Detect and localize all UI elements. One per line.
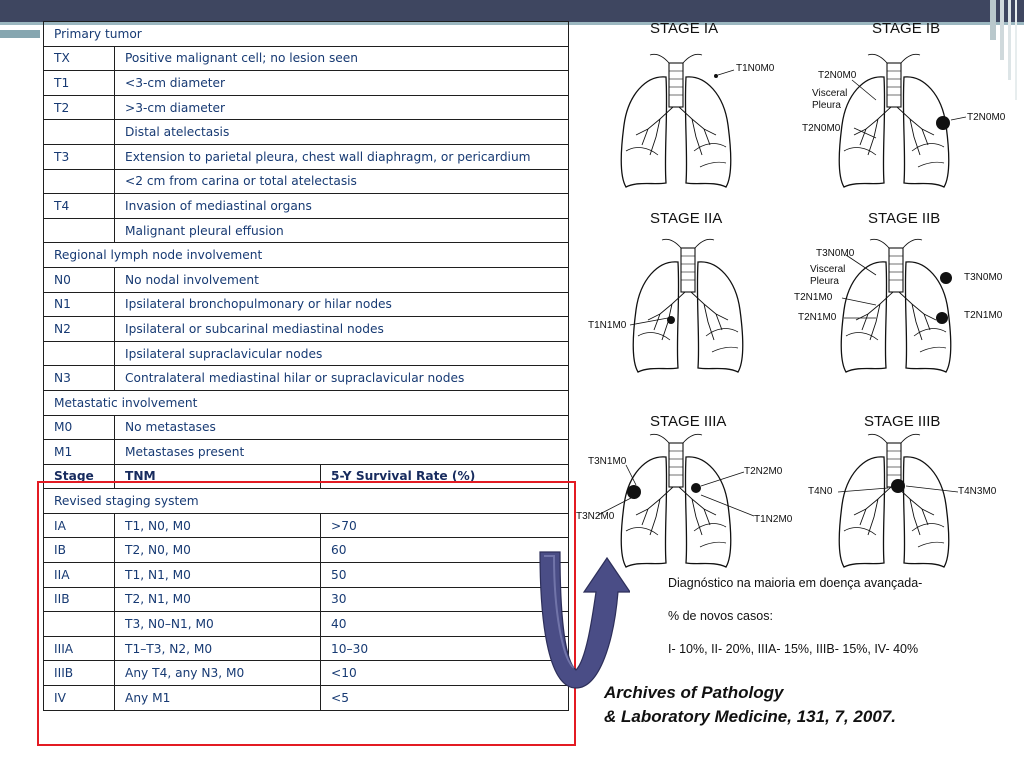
survival-cell: >70 (321, 513, 569, 538)
tnm-cell: Any M1 (115, 686, 321, 711)
description-cell: Distal atelectasis (115, 120, 569, 145)
table-row (44, 267, 569, 292)
citation-line-1: Archives of Pathology (604, 683, 784, 702)
note-line-3: I- 10%, II- 20%, IIIA- 15%, IIIB- 15%, IV- 40% (668, 642, 919, 656)
code-cell: T1 (44, 71, 115, 96)
stage-iiia-label: T2N2M0 (744, 466, 783, 477)
survival-cell: 50 (321, 563, 569, 588)
table-row (44, 218, 569, 243)
table-row (44, 390, 569, 415)
description-cell: >3-cm diameter (115, 95, 569, 120)
stage-iib-label: T2N1M0 (798, 312, 837, 323)
code-cell (44, 341, 115, 366)
stage-header: Stage (44, 464, 115, 489)
description-cell: Malignant pleural effusion (115, 218, 569, 243)
description-cell: Positive malignant cell; no lesion seen (115, 46, 569, 71)
code-cell (44, 169, 115, 194)
stage-iib-label: T2N1M0 (794, 292, 833, 303)
table-row (44, 71, 569, 96)
tnm-header: TNM (115, 464, 321, 489)
stage-iiib-title: STAGE IIIB (864, 413, 941, 430)
tnm-cell: Any T4, any N3, M0 (115, 661, 321, 686)
note-line-2: % de novos casos: (668, 609, 773, 623)
stage-iiib-label: T4N3M0 (958, 486, 997, 497)
stage-iib-title: STAGE IIB (868, 210, 941, 227)
stage-ib-label: Visceral (812, 88, 848, 99)
stage-cell: IIIA (44, 636, 115, 661)
table-row (44, 440, 569, 465)
stage-iia-label: T1N1M0 (588, 320, 627, 331)
stage-cell: IB (44, 538, 115, 563)
stage-cell: IIB (44, 587, 115, 612)
tnm-cell: T2, N0, M0 (115, 538, 321, 563)
stage-iiia-label: T1N2M0 (754, 514, 793, 525)
section-header: Revised staging system (44, 489, 569, 514)
section-header: Regional lymph node involvement (44, 243, 569, 268)
table-row (44, 144, 569, 169)
table-row (44, 366, 569, 391)
survival-cell: 40 (321, 612, 569, 637)
description-cell: Contralateral mediastinal hilar or supraclavicular nodes (115, 366, 569, 391)
stage-ib-label: T2N0M0 (818, 70, 857, 81)
code-cell: N1 (44, 292, 115, 317)
stage-iib-label: T3N0M0 (816, 248, 855, 259)
code-cell: T3 (44, 144, 115, 169)
top-bar (0, 0, 1024, 22)
note-line-1: Diagnóstico na maioria em doença avançada- (668, 576, 923, 590)
survival-cell: 10–30 (321, 636, 569, 661)
description-cell: Ipsilateral bronchopulmonary or hilar nodes (115, 292, 569, 317)
code-cell: T4 (44, 194, 115, 219)
stage-iib-label: T3N0M0 (964, 272, 1003, 283)
stage-cell: IV (44, 686, 115, 711)
stage-cell: IA (44, 513, 115, 538)
code-cell: T2 (44, 95, 115, 120)
stage-ib-label: T2N0M0 (802, 123, 841, 134)
description-cell: Extension to parietal pleura, chest wall diaphragm, or pericardium (115, 144, 569, 169)
tnm-cell: T1–T3, N2, M0 (115, 636, 321, 661)
code-cell (44, 218, 115, 243)
code-cell: TX (44, 46, 115, 71)
lung-staging-figure (576, 20, 1010, 572)
description-cell: Ipsilateral or subcarinal mediastinal nodes (115, 317, 569, 342)
table-row (44, 120, 569, 145)
tnm-cell: T2, N1, M0 (115, 587, 321, 612)
code-cell (44, 120, 115, 145)
code-cell: N2 (44, 317, 115, 342)
section-header: Metastatic involvement (44, 390, 569, 415)
table-row (44, 415, 569, 440)
table-row (44, 194, 569, 219)
stage-cell: IIIB (44, 661, 115, 686)
table-row (44, 341, 569, 366)
section-header: Primary tumor (44, 22, 569, 47)
stage-ib-label: Pleura (812, 100, 841, 111)
code-cell: N0 (44, 267, 115, 292)
table-row (44, 169, 569, 194)
stage-iia-title: STAGE IIA (650, 210, 723, 227)
tnm-cell: T1, N0, M0 (115, 513, 321, 538)
stage-iiia-label: T3N2M0 (576, 511, 615, 522)
table-row (44, 46, 569, 71)
description-cell: No metastases (115, 415, 569, 440)
description-cell: Ipsilateral supraclavicular nodes (115, 341, 569, 366)
stage-iiia-label: T3N1M0 (588, 456, 627, 467)
description-cell: No nodal involvement (115, 267, 569, 292)
survival-cell: <10 (321, 661, 569, 686)
survival-header: 5-Y Survival Rate (%) (321, 464, 569, 489)
stage-ib-title: STAGE IB (872, 20, 941, 37)
survival-cell: 60 (321, 538, 569, 563)
stage-iiib-label: T4N0 (808, 486, 833, 497)
stage-ia-label: T1N0M0 (736, 63, 775, 74)
description-cell: <2 cm from carina or total atelectasis (115, 169, 569, 194)
description-cell: <3-cm diameter (115, 71, 569, 96)
table-row (44, 243, 569, 268)
description-cell: Metastases present (115, 440, 569, 465)
code-cell: M1 (44, 440, 115, 465)
description-cell: Invasion of mediastinal organs (115, 194, 569, 219)
stage-iib-label: Visceral (810, 264, 846, 275)
lung-diagrams (576, 20, 1010, 572)
tnm-cell: T1, N1, M0 (115, 563, 321, 588)
stage-cell: IIA (44, 563, 115, 588)
tnm-cell: T3, N0–N1, M0 (115, 612, 321, 637)
survival-highlight-box (37, 481, 576, 746)
decor-bar-left (0, 30, 40, 38)
survival-cell: <5 (321, 686, 569, 711)
survival-cell: 30 (321, 587, 569, 612)
stage-iib-label: Pleura (810, 276, 839, 287)
stage-iiia-title: STAGE IIIA (650, 413, 727, 430)
citation-line-2: & Laboratory Medicine, 131, 7, 2007. (604, 707, 896, 726)
stage-iib-label: T2N1M0 (964, 310, 1003, 321)
stage-ia-title: STAGE IA (650, 20, 719, 37)
table-row (44, 95, 569, 120)
table-row (44, 317, 569, 342)
code-cell: N3 (44, 366, 115, 391)
table-row (44, 292, 569, 317)
code-cell: M0 (44, 415, 115, 440)
stage-ib-label: T2N0M0 (967, 112, 1006, 123)
table-row (44, 22, 569, 47)
decor-stripe (1015, 0, 1017, 100)
